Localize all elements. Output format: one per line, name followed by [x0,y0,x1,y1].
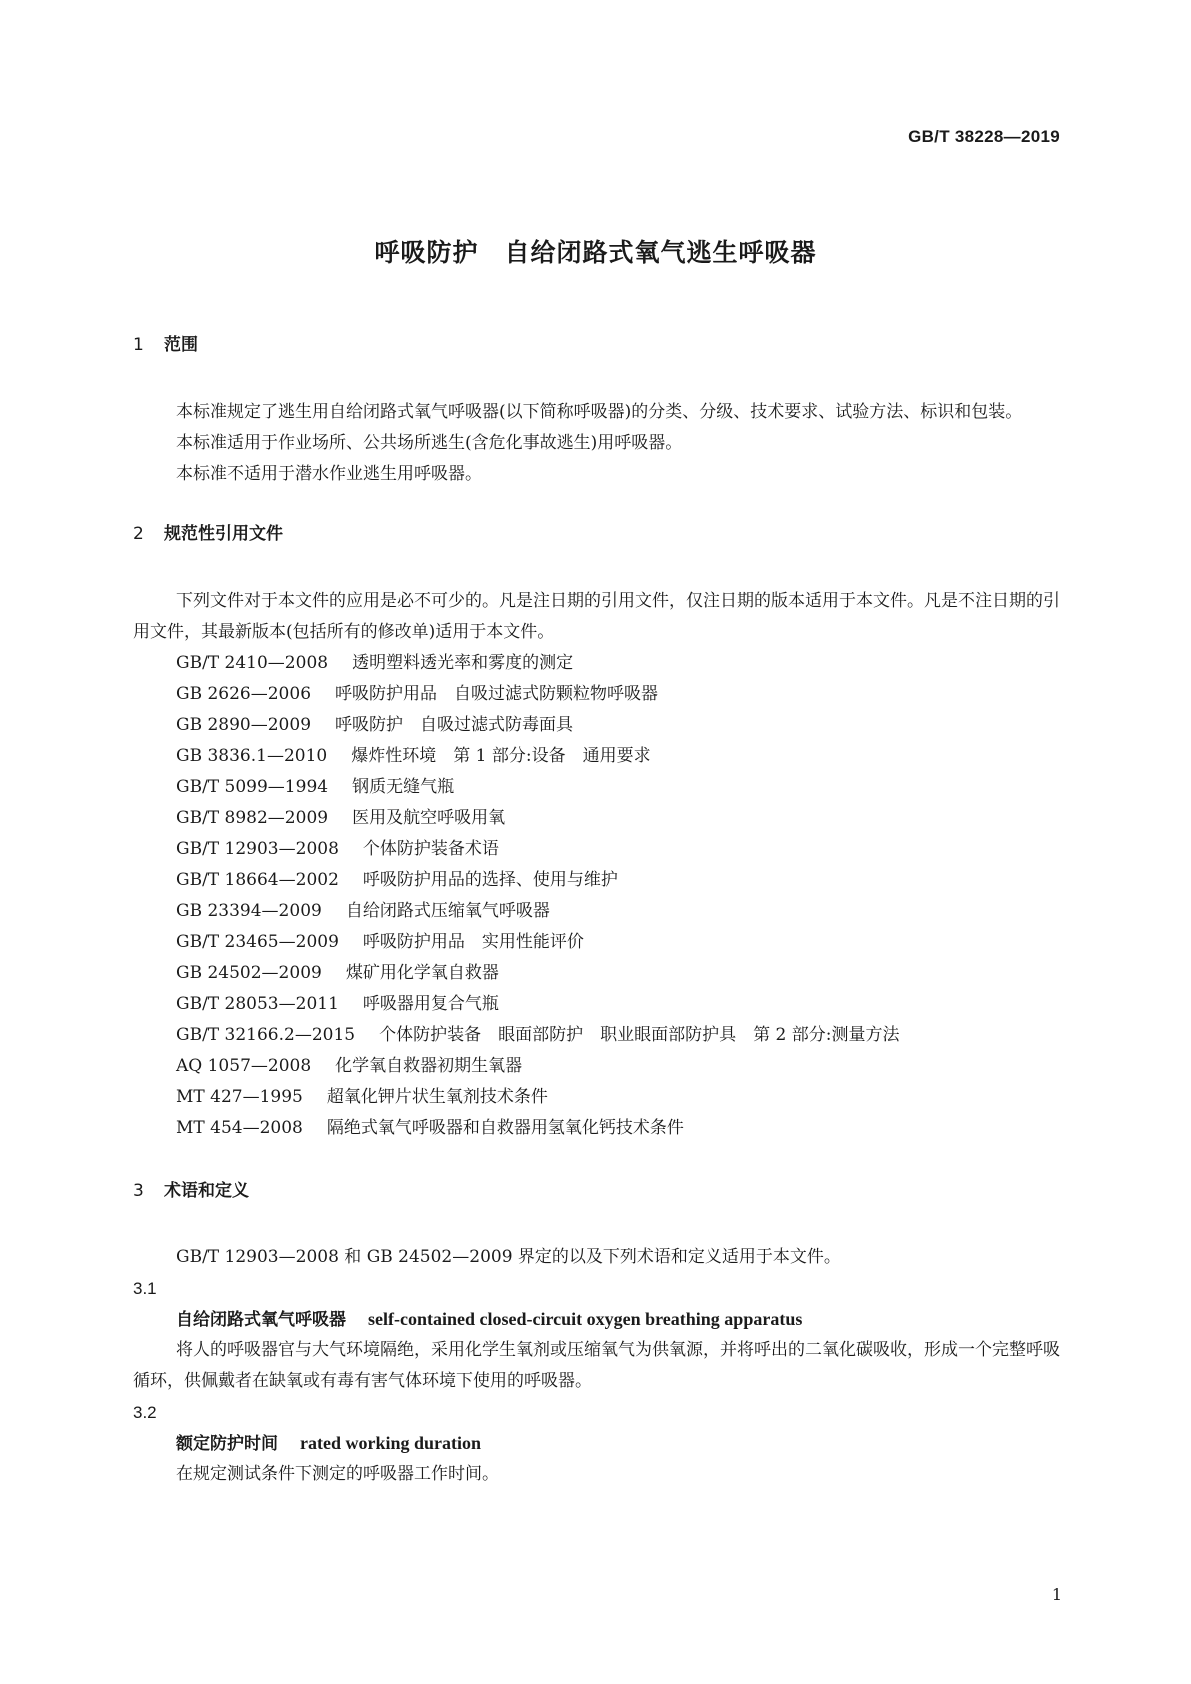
reference-item [133,1113,1060,1144]
section-2-heading [133,524,1060,544]
term-heading [133,1304,1060,1335]
term-number: 3.2 [133,1403,157,1422]
reference-title: 化学氧自救器初期生氧器 [335,1056,523,1076]
paragraph: GB/T 12903—2008 和 GB 24502—2009 界定的以及下列术语和定义适用于本文件。 [176,1247,841,1267]
reference-title: 超氧化钾片状生氧剂技术条件 [326,1087,548,1107]
reference-item [133,927,1060,958]
reference-title: 个体防护装备术语 [362,839,499,859]
reference-code: GB/T 23465—2009 [176,932,339,952]
term-name-zh: 额定防护时间 [176,1434,278,1454]
reference-item [133,896,1060,927]
term-number: 3.1 [133,1279,157,1298]
reference-title: 爆炸性环境 第 1 部分:设备 通用要求 [351,746,651,766]
document-body [133,335,1060,1490]
reference-title: 钢质无缝气瓶 [352,777,455,797]
reference-code: MT 454—2008 [176,1118,303,1138]
term-definition: 将人的呼吸器官与大气环境隔绝，采用化学生氧剂或压缩氧气为供氧源，并将呼出的二氧化碳吸收，形成一个完整呼吸循环，供佩戴者在缺氧或有毒有害气体环境下使用的呼吸器。 [133,1340,1060,1391]
reference-item [133,772,1060,803]
reference-title: 呼吸防护用品 自吸过滤式防颗粒物呼吸器 [335,684,659,704]
term-heading [133,1428,1060,1459]
section-number: 3 [133,1181,144,1201]
reference-code: AQ 1057—2008 [176,1056,312,1076]
term-definition: 在规定测试条件下测定的呼吸器工作时间。 [176,1464,499,1484]
term-name-zh: 自给闭路式氧气呼吸器 [176,1310,346,1330]
reference-item [133,958,1060,989]
reference-code: GB/T 32166.2—2015 [176,1025,356,1045]
paragraph: 本标准适用于作业场所、公共场所逃生(含危化事故逃生)用呼吸器。 [176,433,683,453]
section-number: 2 [133,524,144,544]
reference-code: MT 427—1995 [176,1087,303,1107]
reference-item [133,834,1060,865]
reference-title: 呼吸防护用品 实用性能评价 [362,932,584,952]
reference-title: 呼吸防护 自吸过滤式防毒面具 [335,715,574,735]
section-3-heading [133,1181,1060,1201]
section-title: 规范性引用文件 [164,524,283,544]
reference-code: GB/T 28053—2011 [176,994,339,1014]
reference-title: 自给闭路式压缩氧气呼吸器 [345,901,550,921]
reference-item [133,1051,1060,1082]
reference-item [133,1082,1060,1113]
paragraph: 本标准不适用于潜水作业逃生用呼吸器。 [176,464,482,484]
page-number: 1 [1051,1585,1062,1604]
reference-code: GB 2890—2009 [176,715,312,735]
reference-code: GB/T 2410—2008 [176,653,329,673]
section-number: 1 [133,335,144,355]
section-1-heading [133,335,1060,355]
reference-item [133,741,1060,772]
reference-item [133,710,1060,741]
reference-title: 呼吸防护用品的选择、使用与维护 [362,870,618,890]
reference-item [133,1020,1060,1051]
reference-code: GB/T 8982—2009 [176,808,329,828]
reference-title: 医用及航空呼吸用氧 [352,808,506,828]
paragraph: 下列文件对于本文件的应用是必不可少的。凡是注日期的引用文件，仅注日期的版本适用于本文件。凡是不注日期的引用文件，其最新版本(包括所有的修改单)适用于本文件。 [133,591,1060,642]
reference-code: GB 2626—2006 [176,684,312,704]
standard-code: GB/T 38228—2019 [908,127,1060,146]
reference-code: GB 23394—2009 [176,901,322,921]
reference-code: GB/T 12903—2008 [176,839,339,859]
section-title: 术语和定义 [164,1181,249,1201]
reference-item [133,865,1060,896]
reference-code: GB/T 5099—1994 [176,777,329,797]
term-name-en: rated working duration [300,1433,482,1453]
normative-references-list [133,648,1060,1144]
reference-title: 呼吸器用复合气瓶 [362,994,499,1014]
section-title: 范围 [164,335,198,355]
reference-item [133,648,1060,679]
reference-title: 透明塑料透光率和雾度的测定 [352,653,574,673]
reference-code: GB 24502—2009 [176,963,322,983]
reference-title: 个体防护装备 眼面部防护 职业眼面部防护具 第 2 部分:测量方法 [379,1025,900,1045]
reference-item [133,679,1060,710]
term-name-en: self-contained closed-circuit oxygen breathing apparatus [368,1309,803,1329]
reference-item [133,803,1060,834]
reference-title: 煤矿用化学氧自救器 [345,963,499,983]
reference-code: GB/T 18664—2002 [176,870,339,890]
reference-item [133,989,1060,1020]
document-title: 呼吸防护 自给闭路式氧气逃生呼吸器 [374,238,817,267]
reference-code: GB 3836.1—2010 [176,746,328,766]
reference-title: 隔绝式氧气呼吸器和自救器用氢氧化钙技术条件 [326,1118,684,1138]
paragraph: 本标准规定了逃生用自给闭路式氧气呼吸器(以下简称呼吸器)的分类、分级、技术要求、试验方法、标识和包装。 [176,402,1023,422]
